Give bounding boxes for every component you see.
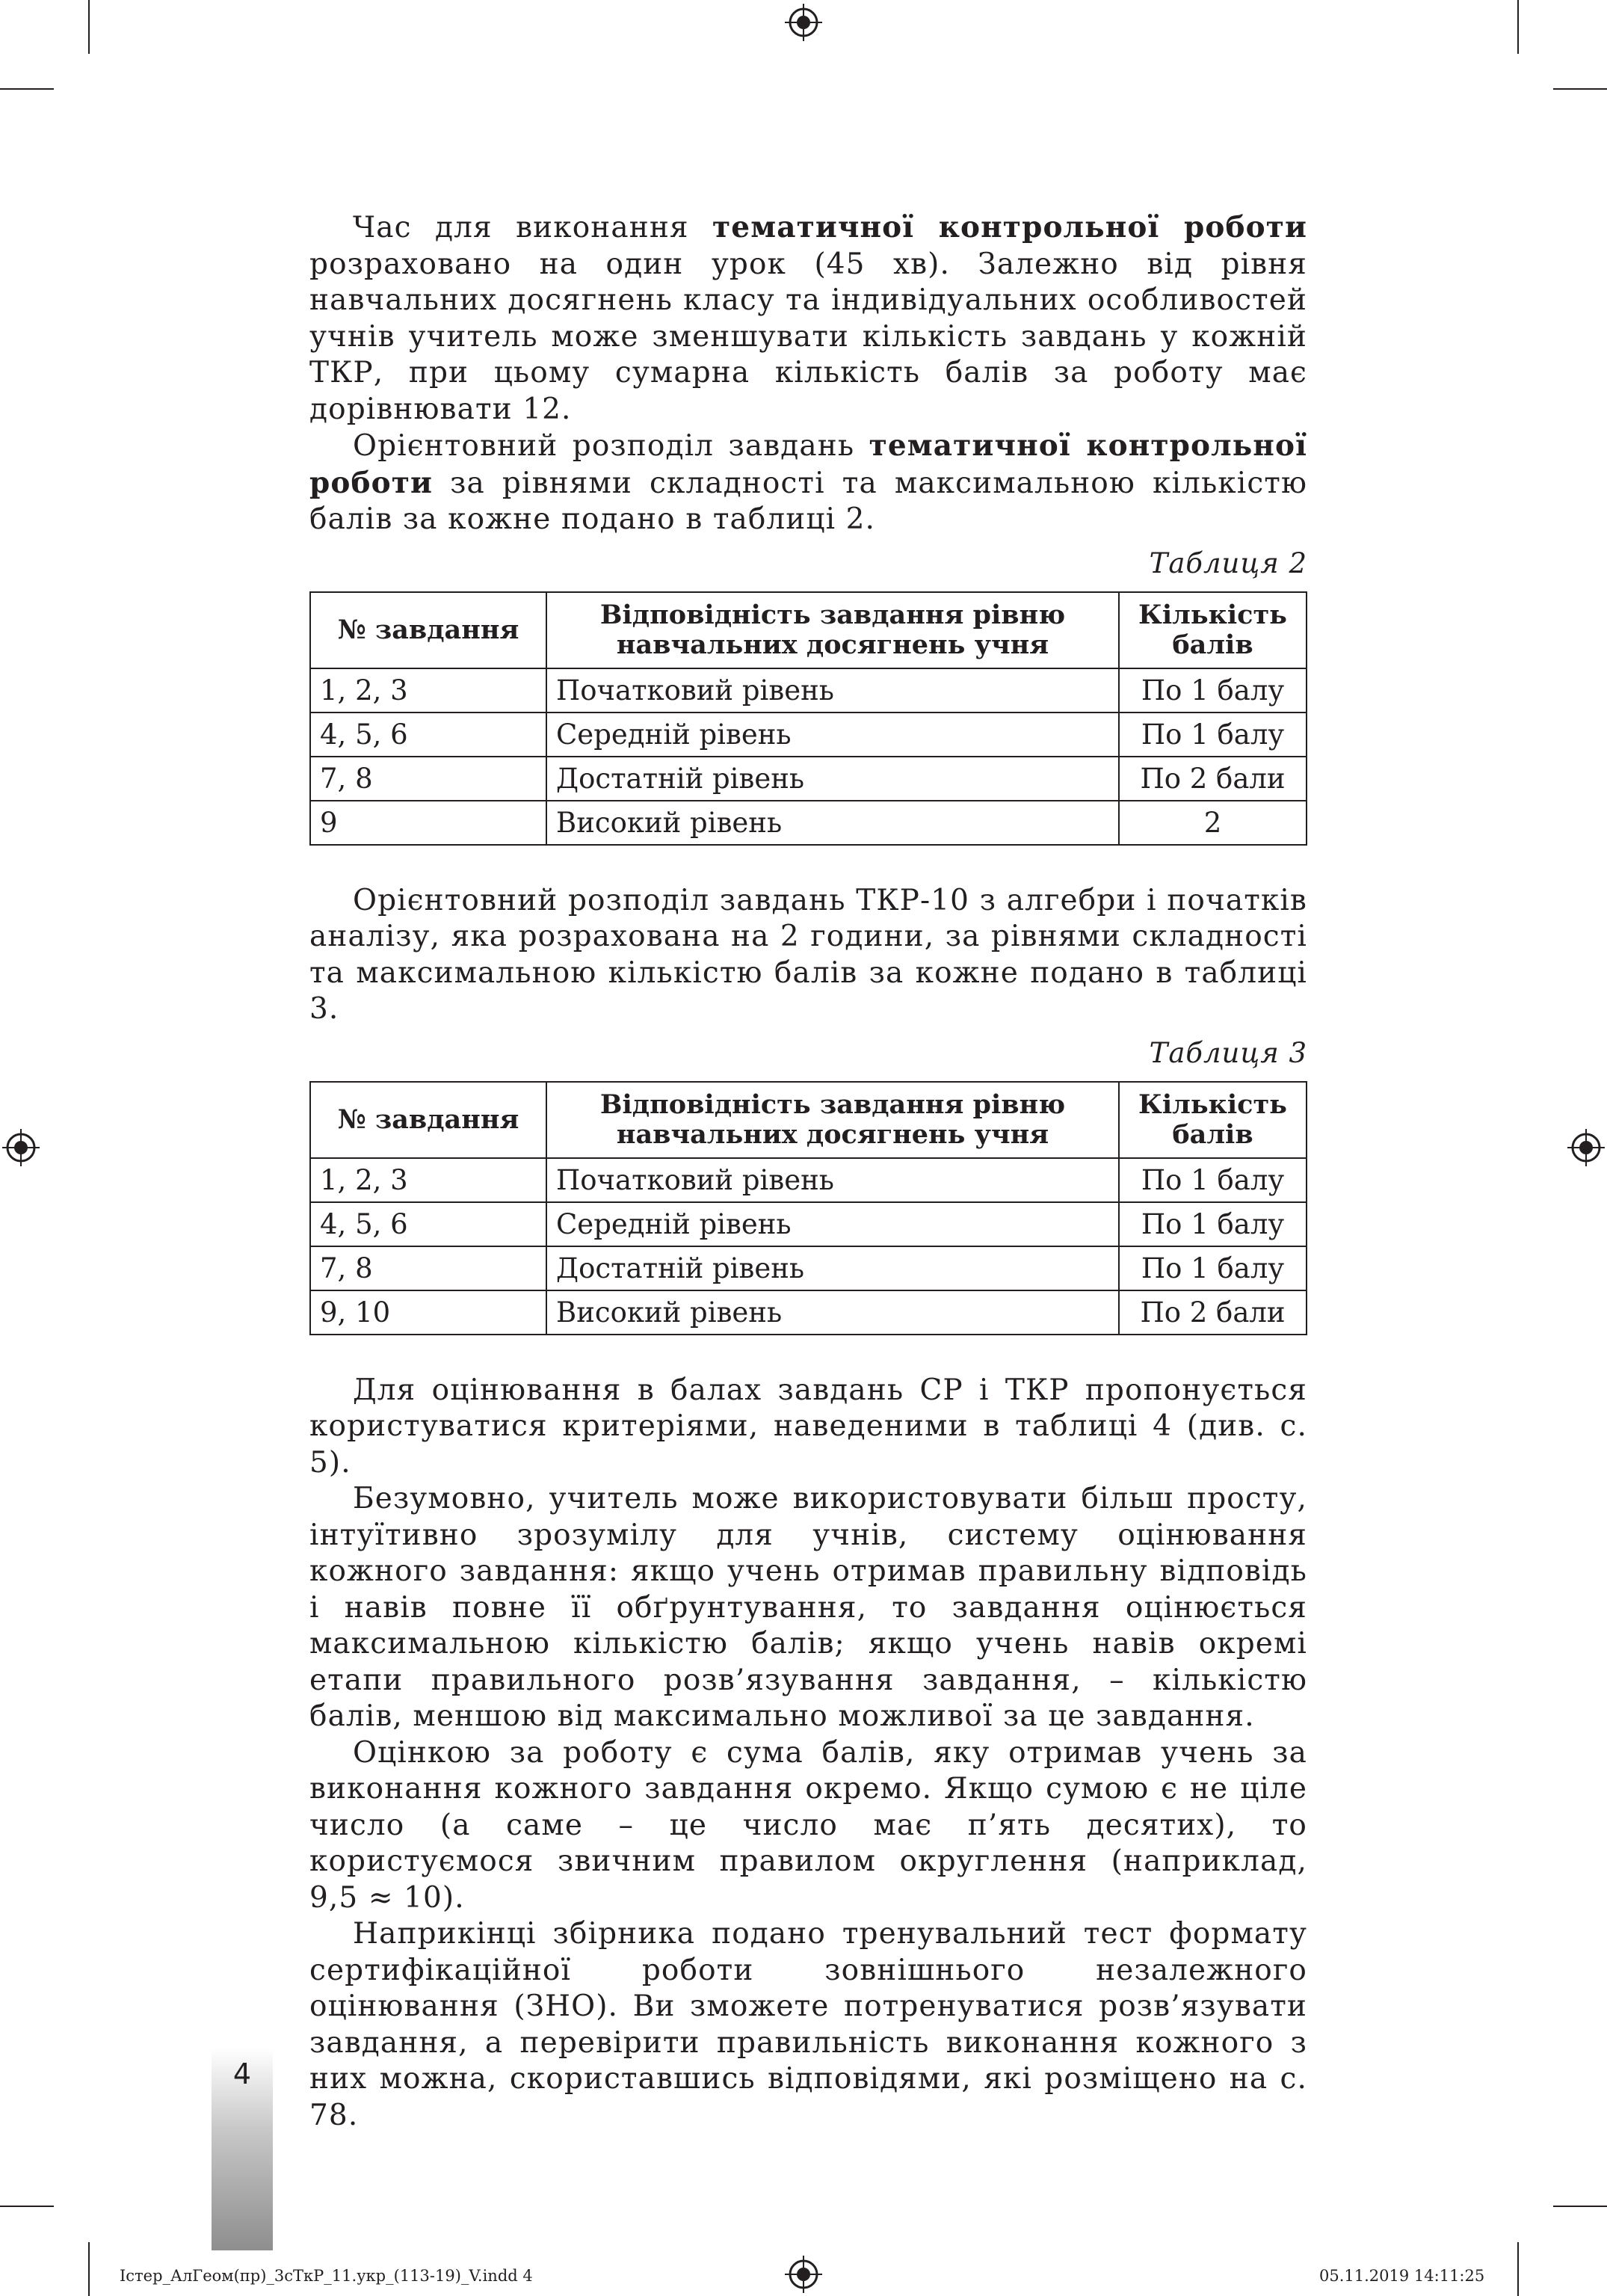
registration-mark-icon [785,4,822,41]
table-header-cell: № завдання [310,592,546,668]
table-cell: 9 [310,801,546,845]
table-cell: 1, 2, 3 [310,668,546,713]
registration-mark-icon [1567,1129,1605,1166]
paragraph-tkr-time: Час для виконання тематичної контрольної роботи розраховано на один урок (45 хв). Залежно від рівня навчальних досягнень класу та індивідуальних особливостей учнів учитель може зменшувати кількість завдань у кожній ТКР, при цьому сумарна кількість балів за роботу має дорівнювати 12. [309,210,1307,426]
paragraph-tkr-distribution: Орієнтовний розподіл завдань тематичної контрольної роботи за рівнями складності та максимальною кількістю балів за кожне подано в таблиці 2. [309,428,1307,536]
table-cell: Високий рівень [546,801,1119,845]
table-row [310,1202,1307,1246]
paragraph-score-sum: Оцінкою за роботу є сума балів, яку отримав учень за виконання кожного завдання окремо. Якщо сумою є не ціле число (а саме – це число має п’ять десятих), то користуємося звичним правилом округлення (наприклад, 9,5 ≈ 10). [309,1735,1307,1915]
table-header-row [310,592,1307,668]
table-cell: Високий рівень [546,1290,1119,1335]
table-header-cell: Відповідність завдання рівню навчальних досягнень учня [546,1082,1119,1158]
intro-paragraphs [309,209,1307,538]
table-cell: Достатній рівень [546,757,1119,801]
footer-timestamp: 05.11.2019 14:11:25 [1319,2267,1485,2285]
table2 [309,591,1307,846]
crop-mark [0,88,54,90]
table-cell: Середній рівень [546,713,1119,757]
table-cell: По 1 балу [1119,1158,1307,1202]
crop-mark [0,2206,54,2207]
table-cell: По 2 бали [1119,1290,1307,1335]
table-row [310,668,1307,713]
table3-caption: Таблиця 3 [1149,1036,1307,1069]
table-cell: 4, 5, 6 [310,1202,546,1246]
table-row [310,801,1307,845]
table-cell: По 1 балу [1119,1202,1307,1246]
table-cell: По 2 бали [1119,757,1307,801]
table-cell: 2 [1119,801,1307,845]
table-row [310,1290,1307,1335]
table-cell: Середній рівень [546,1202,1119,1246]
crop-mark [1517,0,1519,54]
registration-mark-icon [785,2256,822,2293]
table-header-cell: Відповідність завдання рівню навчальних досягнень учня [546,592,1119,668]
table-row [310,1246,1307,1290]
crop-mark [88,0,90,54]
table2-caption: Таблиця 2 [1149,547,1307,579]
crop-mark [1553,2206,1607,2207]
table-header-cell: № завдання [310,1082,546,1158]
table-cell: 7, 8 [310,757,546,801]
registration-mark-icon [2,1129,40,1166]
table-row [310,757,1307,801]
table-cell: Початковий рівень [546,1158,1119,1202]
table-cell: 1, 2, 3 [310,1158,546,1202]
table-header-cell: Кількість балів [1119,592,1307,668]
table-cell: По 1 балу [1119,668,1307,713]
table-header-row [310,1082,1307,1158]
footer-file-info: Істер_АлГеом(пр)_3сТкР_11.укр_(113-19)_V.indd 4 [120,2267,533,2285]
table-cell: По 1 балу [1119,1246,1307,1290]
crop-mark [1553,88,1607,90]
table-header-cell: Кількість балів [1119,1082,1307,1158]
table3 [309,1081,1307,1335]
paragraph-tkr10: Орієнтовний розподіл завдань ТКР-10 з алгебри і початків аналізу, яка розрахована на 2 години, за рівнями складності та максимальною кількістю балів за кожне подано в таблиці 3. [309,883,1307,1026]
table-cell: Початковий рівень [546,668,1119,713]
paragraph-simple-system: Безумовно, учитель може використовувати більш просту, інтуїтивно зрозумілу для учнів, систему оцінювання кожного завдання: якщо учень отримав правильну відповідь і навів повне її обґрунтування, то завдання оцінюється максимальною кількістю балів; якщо учень навів окремі етапи правильного розв’язування завдання, – кількістю балів, меншою від максимально можливої за це завдання. [309,1482,1307,1733]
table-row [310,1158,1307,1202]
crop-mark [88,2242,90,2296]
page-content [309,209,1307,2134]
table-cell: 7, 8 [310,1246,546,1290]
table-row [310,713,1307,757]
table-cell: По 1 балу [1119,713,1307,757]
table-cell: 4, 5, 6 [310,713,546,757]
table-cell: 9, 10 [310,1290,546,1335]
paragraph-zno-test: Наприкінці збірника подано тренувальний тест формату сертифікаційної роботи зовнішнього незалежного оцінювання (ЗНО). Ви зможете потренуватися розв’язувати завдання, а перевірити правильність виконання кожного з них можна, скориставшись відповідями, які розміщено на с. 78. [309,1917,1307,2132]
paragraph-criteria: Для оцінювання в балах завдань СР і ТКР пропонується користуватися критеріями, наведеними в таблиці 4 (див. с. 5). [309,1373,1307,1480]
crop-mark [1517,2242,1519,2296]
page-number: 4 [232,2058,252,2090]
table-cell: Достатній рівень [546,1246,1119,1290]
